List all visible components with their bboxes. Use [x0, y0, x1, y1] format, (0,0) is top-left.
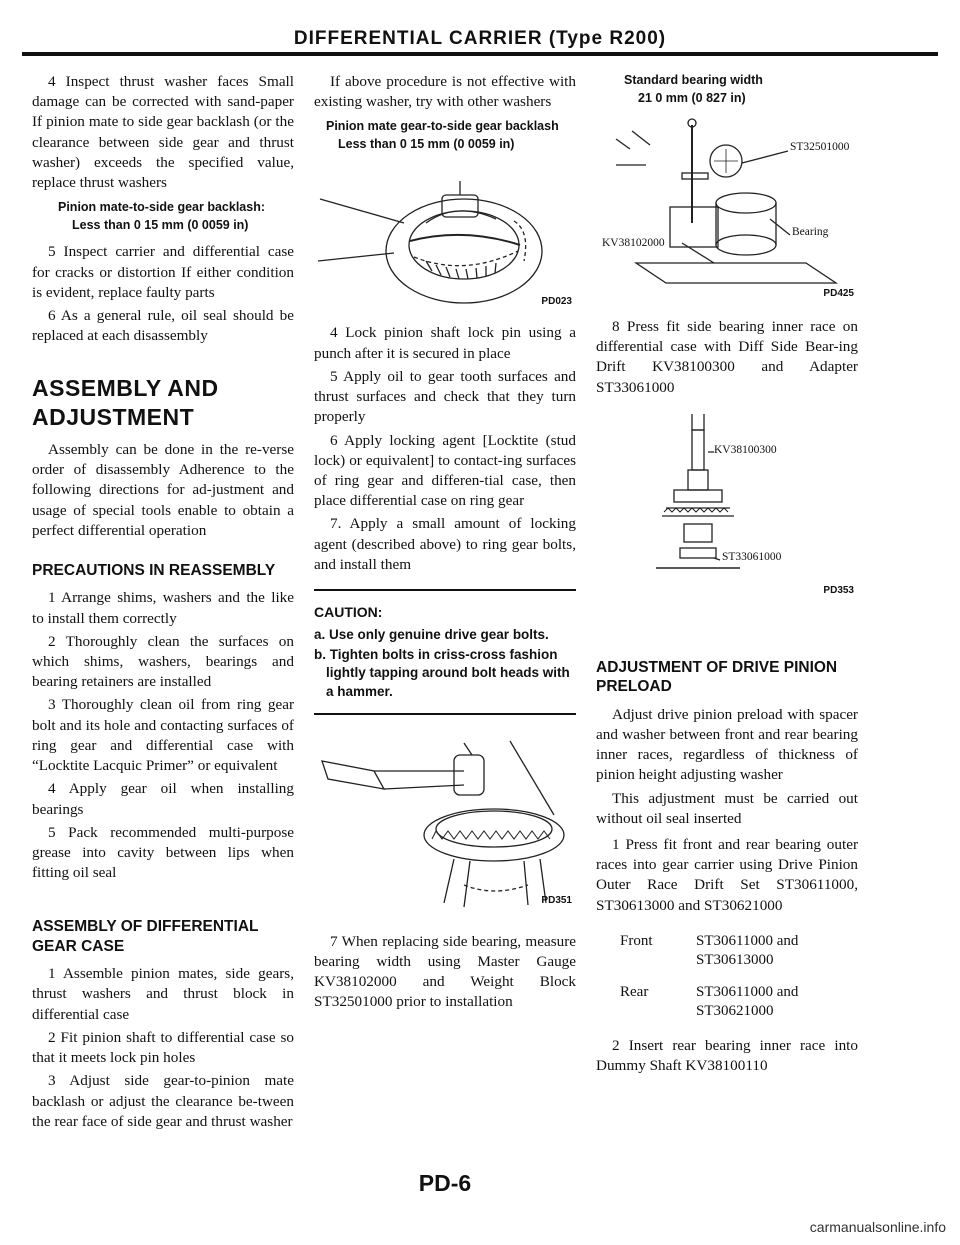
drift-illustration: [596, 408, 858, 598]
precaution-2: 2 Thoroughly clean the surfaces on which shims, washers, bearings and bearing retainers are installed: [32, 632, 294, 691]
step-7-measure-bearing: 7 When replacing side bearing, measure bearing width using Master Gauge KV38102000 and Weight Block ST32501000 prior to installation: [314, 932, 576, 1011]
preload-note: This adjustment must be carried out without oil seal inserted: [596, 789, 858, 827]
figure-side-bearing-drift: [596, 408, 858, 598]
figure-code-pd425: PD425: [823, 288, 854, 299]
preload-step-2: 2 Insert rear bearing inner race into Dummy Shaft KV38100110: [596, 1036, 858, 1075]
precaution-5: 5 Pack recommended multi-purpose grease into cavity between lips when fitting oil seal: [32, 823, 294, 882]
page-number: PD-6: [418, 1170, 472, 1196]
standard-width-value: 21 0 mm (0 827 in): [638, 90, 746, 105]
precaution-1: 1 Arrange shims, washers and the like to install them correctly: [32, 589, 294, 627]
watermark: carmanualsonline.info: [809, 1219, 946, 1235]
backlash-spec-value-2: Less than 0 15 mm (0 0059 in): [338, 136, 515, 151]
caution-box: [314, 589, 576, 715]
heading-drive-pinion-preload: ADJUSTMENT OF DRIVE PINION PRELOAD: [596, 658, 838, 696]
step-6-locking-agent: 6 Apply locking agent [Locktite (stud lock) or equivalent] to contact-ing surfaces of ring gear and differen-tial case, then place differential case on ring gear: [314, 431, 576, 510]
gear-case-step-2: 2 Fit pinion shaft to differential case so that it meets lock pin holes: [32, 1028, 294, 1067]
drift-set-table: [620, 930, 858, 1032]
figure-code-pd351: PD351: [541, 894, 572, 906]
step-4-lock-pin: 4 Lock pinion shaft lock pin using a punch after it is secured in place: [314, 324, 576, 362]
figure-code-pd023: PD023: [541, 296, 572, 308]
gear-case-step-3: 3 Adjust side gear-to-pinion mate backlash or adjust the clearance be-tween the rear face of side gear and thrust washer: [32, 1072, 294, 1130]
label-st33061000: ST33061000: [722, 550, 782, 563]
label-bearing: Bearing: [792, 226, 829, 238]
table-row: [620, 930, 858, 981]
assembly-intro: Assembly can be done in the re-verse order of disassembly Adherence to the following directions for ad-justment and usage of special tools enable to obtain a perfect differential operation: [32, 440, 294, 539]
step-5-inspect-carrier: 5 Inspect carrier and differential case for cracks or distortion If either condition is evident, replace faulty parts: [32, 243, 294, 301]
drift-label-rear: Rear: [620, 983, 649, 1000]
differential-gear-illustration: [314, 161, 576, 311]
caution-item-a: a. Use only genuine drive gear bolts.: [314, 626, 549, 642]
heading-assembly-adjustment: ASSEMBLY AND ADJUSTMENT: [32, 375, 219, 431]
heading-precautions: PRECAUTIONS IN REASSEMBLY: [32, 562, 276, 579]
heading-gear-case: ASSEMBLY OF DIFFERENTIAL GEAR CASE: [32, 918, 259, 955]
preload-step-1: 1 Press fit front and rear bearing outer races into gear carrier using Drive Pinion Outer Race Drift Set ST30611000, ST30613000 and ST30621000: [596, 835, 858, 914]
hammer-bolt-illustration: [314, 735, 576, 910]
backlash-spec-value: Less than 0 15 mm (0 0059 in): [72, 217, 249, 232]
precaution-3: 3 Thoroughly clean oil from ring gear bolt and its hole and contacting surfaces of ring gear and differential case with “Locktite Lacquic Primer” or equivalent: [32, 696, 294, 775]
figure-backlash-check: [314, 161, 576, 311]
standard-width-label: Standard bearing width: [624, 73, 763, 87]
step-7-install-bolts: 7. Apply a small amount of locking agent (described above) to ring gear bolts, and install them: [314, 515, 576, 573]
drift-value-rear: ST30611000 and ST30621000: [696, 983, 799, 1020]
drift-value-front: ST30611000 and ST30613000: [696, 932, 799, 969]
drift-label-front: Front: [620, 932, 653, 949]
step-8-press-fit-bearing: 8 Press fit side bearing inner race on differential case with Diff Side Bear-ing Drift KV38100300 and Adapter ST33061000: [596, 318, 858, 396]
step-5-apply-oil: 5 Apply oil to gear tooth surfaces and thrust surfaces and check that they turn properly: [314, 367, 576, 426]
washer-retry-note: If above procedure is not effective with existing washer, try with other washers: [314, 73, 576, 111]
label-kv38102000: KV38102000: [602, 237, 665, 249]
step-6-oil-seal: 6 As a general rule, oil seal should be replaced at each disassembly: [32, 306, 294, 345]
column-1: [32, 72, 294, 1135]
label-kv38100300: KV38100300: [714, 443, 777, 456]
table-row: [620, 981, 858, 1032]
column-2: [314, 72, 576, 1016]
figure-code-pd353: PD353: [823, 584, 854, 596]
figure-hammer-tightening: [314, 735, 576, 910]
page-header: DIFFERENTIAL CARRIER (Type R200): [293, 28, 667, 49]
caution-item-b: b. Tighten bolts in criss-cross fashion lightly tapping around bolt heads with a hammer.: [314, 647, 570, 699]
backlash-spec-label-2: Pinion mate gear-to-side gear backlash: [326, 119, 559, 134]
step-4-inspect-washers: 4 Inspect thrust washer faces Small damage can be corrected with sand-paper If pinion mate to side gear backlash (or the clearance between side gear and thrust washer) exceeds the specified value, replace thrust washers: [32, 73, 294, 192]
label-st32501000: ST32501000: [790, 141, 850, 153]
caution-title: CAUTION:: [314, 604, 383, 621]
gear-case-step-1: 1 Assemble pinion mates, side gears, thrust washers and thrust block in differential case: [32, 965, 294, 1023]
figure-bearing-width-gauge: [596, 113, 858, 303]
preload-intro: Adjust drive pinion preload with spacer and washer between front and rear bearing inner races, regardless of thickness of pinion height adjusting washer: [596, 705, 858, 784]
column-3: [596, 72, 858, 1079]
precaution-4: 4 Apply gear oil when installing bearings: [32, 780, 294, 818]
header-rule: [22, 52, 938, 56]
backlash-spec-label: Pinion mate-to-side gear backlash:: [58, 200, 265, 215]
